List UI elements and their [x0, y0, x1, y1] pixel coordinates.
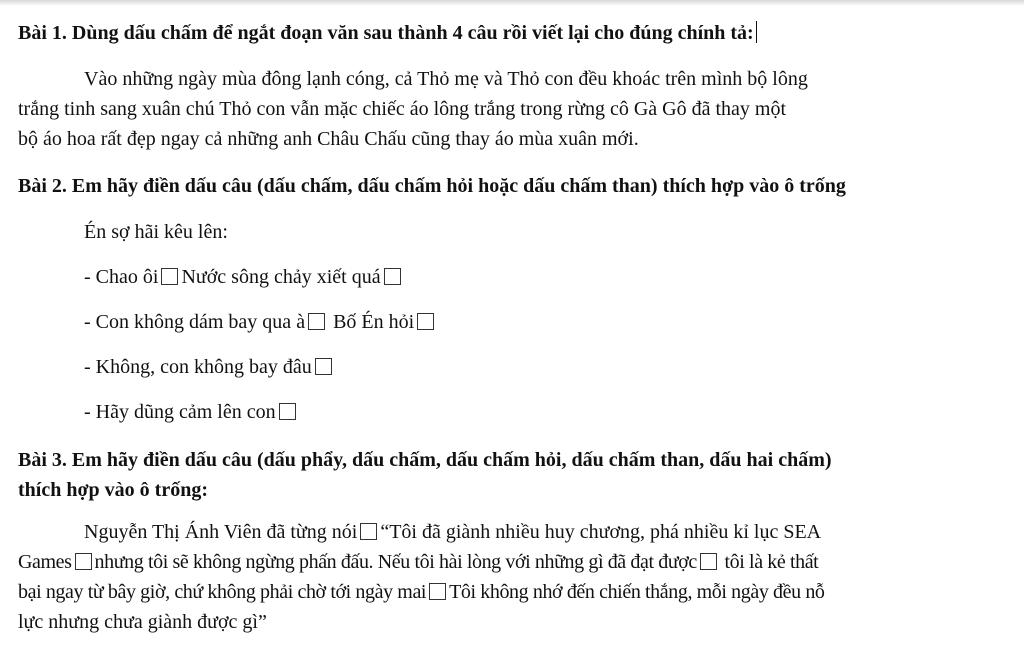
answer-box[interactable]	[700, 553, 717, 570]
bai2-line-1-text-a: - Chao ôi	[84, 266, 159, 288]
answer-box[interactable]	[75, 553, 92, 570]
cropped-top-edge	[0, 0, 1024, 6]
answer-box[interactable]	[360, 523, 377, 540]
bai3-line-1-text-b: “Tôi đã giành nhiều huy chương, phá nhiều kỉ lục SEA	[380, 521, 822, 543]
bai1-heading-text: Bài 1. Dùng dấu chấm để ngắt đoạn văn sau thành 4 câu rồi viết lại cho đúng chính tả:	[18, 22, 754, 44]
text-cursor	[756, 21, 757, 43]
bai2-line-2	[84, 309, 437, 335]
bai2-line-3	[84, 354, 335, 380]
bai3-paragraph-line-1	[84, 519, 821, 545]
bai2-line-4	[84, 399, 299, 425]
bai1-heading	[18, 20, 757, 46]
bai2-line-2-text-a: - Con không dám bay qua à	[84, 311, 306, 333]
bai2-line-2-text-b: Bố Én hỏi	[328, 311, 415, 333]
bai1-line-3: bộ áo hoa rất đẹp ngay cả những anh Châu Chấu cũng thay áo mùa xuân mới.	[18, 128, 639, 150]
bai2-line-1-text-b: Nước sông chảy xiết quá	[181, 266, 381, 288]
bai2-line-1	[84, 264, 404, 290]
bai3-heading-1: Bài 3. Em hãy điền dấu câu (dấu phẩy, dấu chấm, dấu chấm hỏi, dấu chấm than, dấu hai chấm)	[18, 449, 832, 471]
bai3-line-3-text-a: bại ngay từ bây giờ, chứ không phải chờ tới ngày mai	[18, 581, 427, 603]
answer-box[interactable]	[279, 403, 296, 420]
bai3-line-2-text-b: nhưng tôi sẽ không ngừng phấn đấu. Nếu tôi hài lòng với những gì đã đạt được	[94, 551, 697, 573]
bai3-line-3-text-b: Tôi không nhớ đến chiến thắng, mỗi ngày đều nỗ	[449, 581, 825, 603]
answer-box[interactable]	[429, 583, 446, 600]
bai1-line-1: Vào những ngày mùa đông lạnh cóng, cả Thỏ mẹ và Thỏ con đều khoác trên mình bộ lông	[84, 68, 808, 90]
bai3-paragraph-line-4: lực nhưng chưa giành được gì”	[18, 611, 267, 633]
bai1-line-2: trắng tinh sang xuân chú Thỏ con vẫn mặc chiếc áo lông trắng trong rừng cô Gà Gô đã thay một	[18, 98, 787, 120]
bai3-heading-2: thích hợp vào ô trống:	[18, 479, 208, 501]
bai3-paragraph-line-2	[18, 549, 818, 575]
answer-box[interactable]	[161, 268, 178, 285]
answer-box[interactable]	[417, 313, 434, 330]
bai2-intro: Én sợ hãi kêu lên:	[84, 221, 228, 243]
answer-box[interactable]	[384, 268, 401, 285]
bai2-line-3-text: - Không, con không bay đâu	[84, 356, 312, 378]
bai3-paragraph-line-3	[18, 579, 825, 605]
answer-box[interactable]	[315, 358, 332, 375]
answer-box[interactable]	[308, 313, 325, 330]
bai3-line-1-text-a: Nguyễn Thị Ánh Viên đã từng nói	[84, 521, 358, 543]
bai3-line-2-text-a: Games	[18, 551, 72, 573]
bai3-line-2-text-c: tôi là kẻ thất	[719, 551, 819, 573]
bai2-heading: Bài 2. Em hãy điền dấu câu (dấu chấm, dấu chấm hỏi hoặc dấu chấm than) thích hợp vào ô trống	[18, 175, 846, 197]
bai2-line-4-text: - Hãy dũng cảm lên con	[84, 401, 276, 423]
